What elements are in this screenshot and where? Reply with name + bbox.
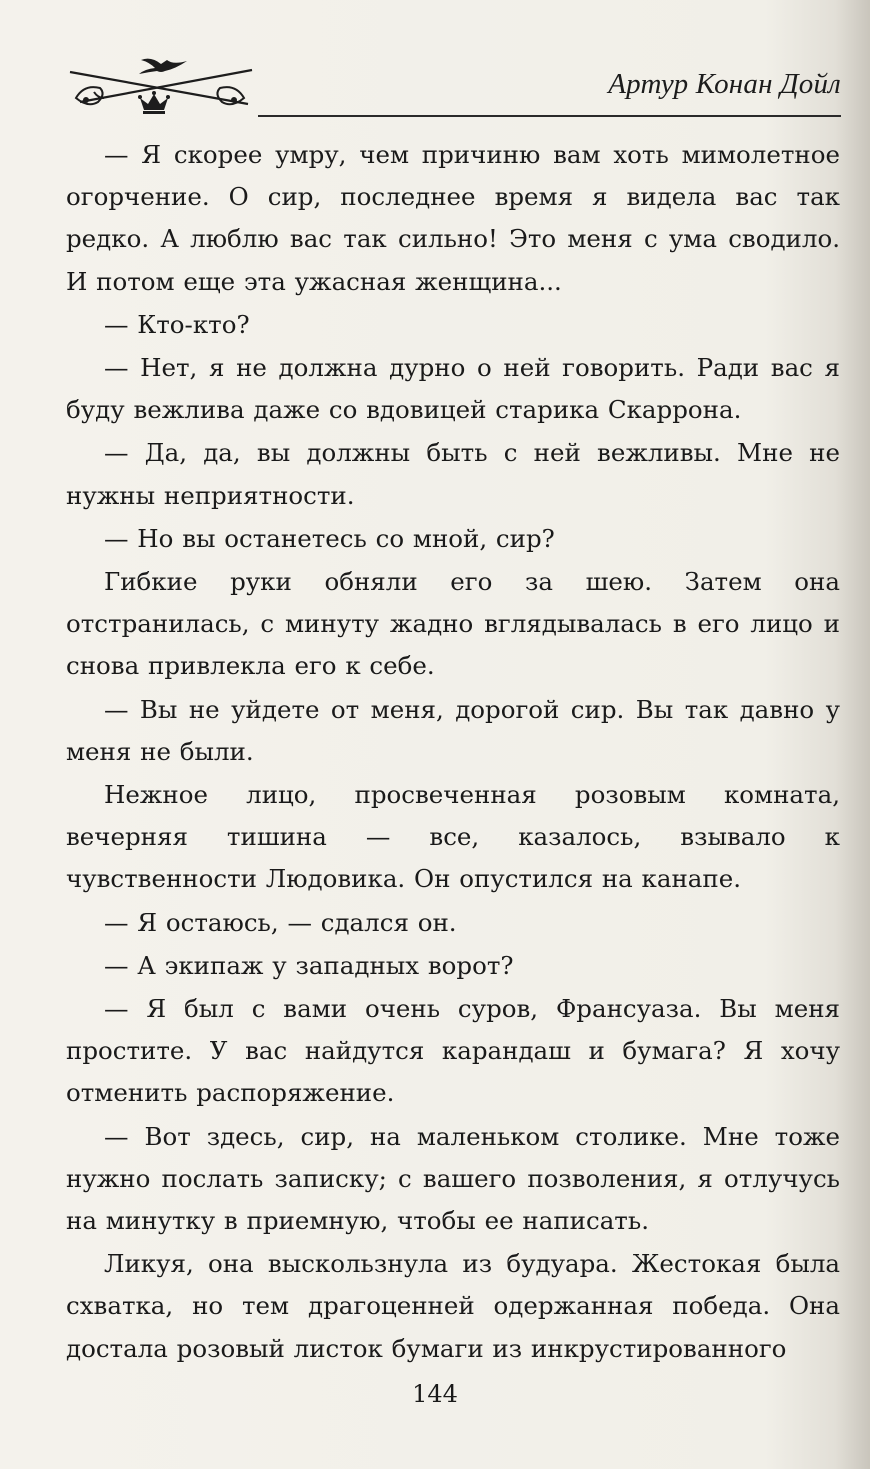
- paragraph: Нежное лицо, просвеченная розовым комната, вечерняя тишина — все, казалось, взывало к чувственности Людовика. Он опустился на канапе.: [66, 780, 840, 894]
- paragraph: — Да, да, вы должны быть с ней вежливы. Мне не нужны неприятности.: [66, 438, 840, 510]
- paragraph: — Кто-кто?: [104, 309, 250, 339]
- paragraph: — Я скорее умру, чем причиню вам хоть мимолетное огорчение. О сир, последнее время я видела вас так редко. А люблю вас так сильно! Это меня с ума сводило. И потом еще эта ужасная женщина...: [66, 140, 840, 296]
- page-number: 144: [412, 1380, 458, 1408]
- paragraph: Ликуя, она выскользнула из будуара. Жестокая была схватка, но тем драгоценней одержанная победа. Она достала розовый листок бумаги из инкрустированного: [66, 1249, 840, 1363]
- paragraph: — А экипаж у западных ворот?: [104, 950, 514, 980]
- paragraph: — Я остаюсь, — сдался он.: [104, 907, 457, 937]
- paragraph: — Я был с вами очень суров, Франсуаза. Вы меня простите. У вас найдутся карандаш и бумага? Я хочу отменить распоряжение.: [66, 994, 840, 1108]
- paragraph: Гибкие руки обняли его за шею. Затем она отстранилась, с минуту жадно вглядывалась в его лицо и снова привлекла его к себе.: [66, 567, 840, 681]
- header-rule: [258, 115, 841, 117]
- crossed-swords-crown-emblem: [66, 52, 256, 122]
- body-text: [66, 134, 840, 1371]
- paragraph: — Вот здесь, сир, на маленьком столике. Мне тоже нужно послать записку; с вашего позволения, я отлучусь на минутку в приемную, чтобы ее написать.: [66, 1121, 840, 1236]
- paragraph: — Нет, я не должна дурно о ней говорить. Ради вас я буду вежлива даже со вдовицей старика Скаррона.: [66, 353, 840, 425]
- paragraph: — Вы не уйдете от меня, дорогой сир. Вы так давно у меня не были.: [66, 694, 840, 766]
- paragraph: — Но вы останетесь со мной, сир?: [104, 523, 555, 553]
- running-header: [66, 52, 841, 122]
- running-header-author: Артур Конан Дойл: [608, 68, 841, 100]
